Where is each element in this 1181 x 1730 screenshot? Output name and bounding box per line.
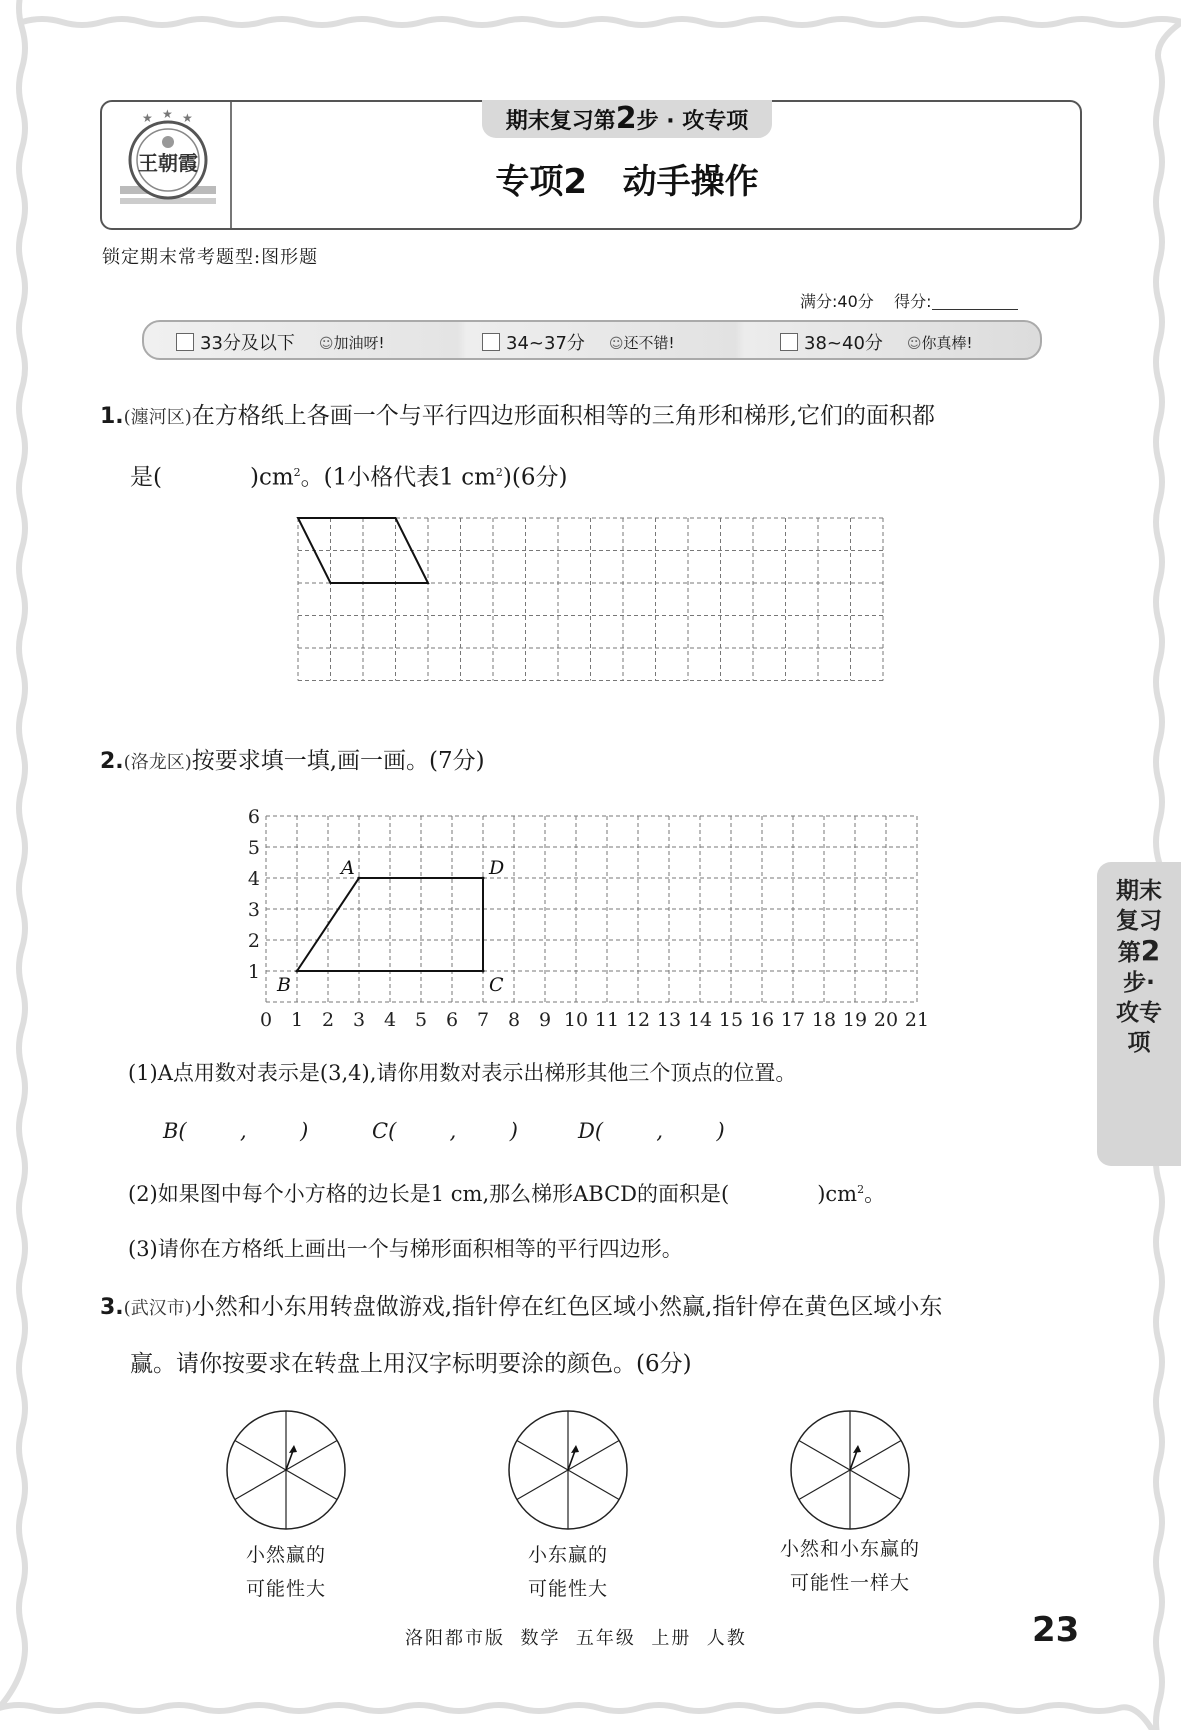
q2-sub2-sup: 2 <box>857 1183 865 1196</box>
wheel-label-line: 可能性大 <box>527 1578 608 1600</box>
x-tick-label: 1 <box>290 1009 304 1031</box>
q2-sub1: (1)A点用数对表示是(3,4),请你用数对表示出梯形其他三个顶点的位置。 <box>128 1061 797 1085</box>
rating-checkbox[interactable] <box>176 333 194 351</box>
rating-cheer: ☺还不错! <box>608 333 675 352</box>
rating-checkbox[interactable] <box>780 333 798 351</box>
q2-answer-d[interactable]: D( , ) <box>578 1119 725 1143</box>
q1-text: )cm <box>249 464 294 491</box>
vertex-point <box>296 970 299 973</box>
page-number: 23 <box>1032 1610 1080 1650</box>
rating-item <box>780 329 973 355</box>
q2-number: 2. <box>100 749 124 774</box>
step-banner-post: 步 · 攻专项 <box>636 109 749 134</box>
wheel-label-1 <box>186 1538 386 1606</box>
rating-cheer: ☺你真棒! <box>906 333 973 352</box>
header-box <box>100 100 1082 230</box>
vertex-point <box>482 877 485 880</box>
q3-line1 <box>100 1290 942 1326</box>
step-banner-num: 2 <box>615 101 637 136</box>
q2-sub2-text: )cm <box>817 1182 858 1206</box>
rating-item <box>176 329 385 355</box>
rating-range: 33分及以下 <box>200 333 295 354</box>
q1-text-line1: 在方格纸上各画一个与平行四边形面积相等的三角形和梯形,它们的面积都 <box>191 403 936 429</box>
x-tick-label: 2 <box>321 1009 335 1031</box>
rating-range: 34~37分 <box>506 333 585 354</box>
x-tick-label: 0 <box>259 1009 273 1031</box>
x-tick-label: 11 <box>594 1009 620 1031</box>
svg-text:★: ★ <box>182 111 193 125</box>
x-tick-label: 8 <box>507 1009 521 1031</box>
rating-item <box>482 329 675 355</box>
vertex-label: B <box>277 974 291 996</box>
x-tick-label: 21 <box>904 1009 930 1031</box>
q1-line2 <box>130 456 567 495</box>
vertex-label: C <box>489 974 504 996</box>
side-tab-num: 2 <box>1140 934 1161 967</box>
x-tick-label: 16 <box>749 1009 775 1031</box>
rating-range: 38~40分 <box>804 333 883 354</box>
x-tick-label: 3 <box>352 1009 366 1031</box>
smiley-icon: ☺ <box>906 335 922 352</box>
x-tick-label: 7 <box>476 1009 490 1031</box>
side-tab <box>1097 862 1181 1166</box>
rating-cheer: ☺加油呀! <box>318 333 385 352</box>
vertex-label: D <box>489 857 505 879</box>
q1-line1 <box>100 399 935 435</box>
x-tick-label: 5 <box>414 1009 428 1031</box>
q2-text: 按要求填一填,画一画。(7分) <box>191 748 485 774</box>
q2-sub2 <box>128 1173 885 1211</box>
q3-district: (武汉市) <box>123 1298 192 1319</box>
q2-district: (洛龙区) <box>123 752 192 773</box>
x-tick-label: 20 <box>873 1009 899 1031</box>
wheel-label-line: 小然和小东赢的 <box>779 1538 920 1560</box>
side-tab-post: 步·攻专项 <box>1116 970 1162 1056</box>
y-tick-label: 4 <box>247 868 260 890</box>
spinner-wheels <box>200 1400 960 1540</box>
y-tick-label: 5 <box>247 837 260 859</box>
wheel-label-line: 小东赢的 <box>527 1544 608 1566</box>
x-tick-label: 9 <box>538 1009 552 1031</box>
q2-sub3: (3)请你在方格纸上画出一个与梯形面积相等的平行四边形。 <box>128 1237 683 1261</box>
x-tick-label: 12 <box>625 1009 651 1031</box>
q1-grid[interactable] <box>296 516 886 716</box>
wheel-label-line: 可能性大 <box>245 1578 326 1600</box>
logo-text: 王朝霞 <box>138 151 198 175</box>
score-label: 得分: <box>894 292 932 311</box>
y-tick-label: 3 <box>247 899 260 921</box>
vertex-label: A <box>341 857 355 879</box>
x-tick-label: 13 <box>656 1009 682 1031</box>
q3-number: 3. <box>100 1295 124 1320</box>
section-title: 专项2 动手操作 <box>495 162 759 202</box>
q2-coordinate-grid[interactable] <box>240 800 940 1036</box>
q1-text: 。(1小格代表1 cm <box>300 464 496 491</box>
q1-district: (瀍河区) <box>123 407 192 428</box>
full-marks: 满分:40分 <box>800 292 874 311</box>
q1-text: 是( <box>130 464 162 491</box>
q2-answer-c[interactable]: C( , ) <box>372 1119 518 1143</box>
svg-text:★: ★ <box>162 108 173 121</box>
score-line <box>800 289 1018 312</box>
rating-checkbox[interactable] <box>482 333 500 351</box>
x-tick-label: 17 <box>780 1009 806 1031</box>
q2-line1 <box>100 744 485 780</box>
q1-sup: 2 <box>495 466 503 479</box>
x-tick-label: 14 <box>687 1009 713 1031</box>
wheel-label-2 <box>468 1538 668 1606</box>
rating-bar <box>142 320 1042 360</box>
score-blank[interactable] <box>932 293 1018 310</box>
y-tick-label: 2 <box>247 930 260 952</box>
q3-text-line1: 小然和小东用转盘做游戏,指针停在红色区域小然赢,指针停在黄色区域小东 <box>191 1294 943 1320</box>
wheel-label-line: 可能性一样大 <box>789 1572 910 1594</box>
x-tick-label: 15 <box>718 1009 744 1031</box>
q2-sub2-text: 。 <box>864 1182 886 1206</box>
q1-number: 1. <box>100 404 124 429</box>
q1-text: )(6分) <box>502 464 568 491</box>
publisher-logo <box>114 108 222 218</box>
vertex-point <box>482 970 485 973</box>
q3-line2: 赢。请你按要求在转盘上用汉字标明要涂的颜色。(6分) <box>130 1351 692 1377</box>
side-tab-pre: 期末复习第 <box>1116 878 1162 966</box>
wheel-label-line: 小然赢的 <box>245 1544 326 1566</box>
x-tick-label: 10 <box>563 1009 589 1031</box>
x-tick-label: 18 <box>811 1009 837 1031</box>
x-tick-label: 4 <box>383 1009 397 1031</box>
q2-sub2-text: (2)如果图中每个小方格的边长是1 cm,那么梯形ABCD的面积是( <box>128 1182 730 1206</box>
svg-text:★: ★ <box>142 111 153 125</box>
smiley-icon: ☺ <box>318 335 334 352</box>
y-tick-label: 6 <box>247 806 260 828</box>
x-tick-label: 19 <box>842 1009 868 1031</box>
side-tab-text <box>1115 876 1163 1058</box>
wheel-label-3 <box>750 1532 950 1600</box>
smiley-icon: ☺ <box>608 335 624 352</box>
step-banner <box>482 100 772 138</box>
step-banner-pre: 期末复习第 <box>505 109 616 134</box>
y-tick-label: 1 <box>247 961 260 983</box>
logo-divider <box>230 102 232 228</box>
q1-sup: 2 <box>293 466 301 479</box>
subtitle: 锁定期末常考题型:图形题 <box>102 247 319 268</box>
vertex-point <box>358 877 361 880</box>
footer-text: 洛阳都市版 数学 五年级 上册 人教 <box>405 1628 747 1649</box>
q2-answer-b[interactable]: B( , ) <box>163 1119 309 1143</box>
x-tick-label: 6 <box>445 1009 459 1031</box>
